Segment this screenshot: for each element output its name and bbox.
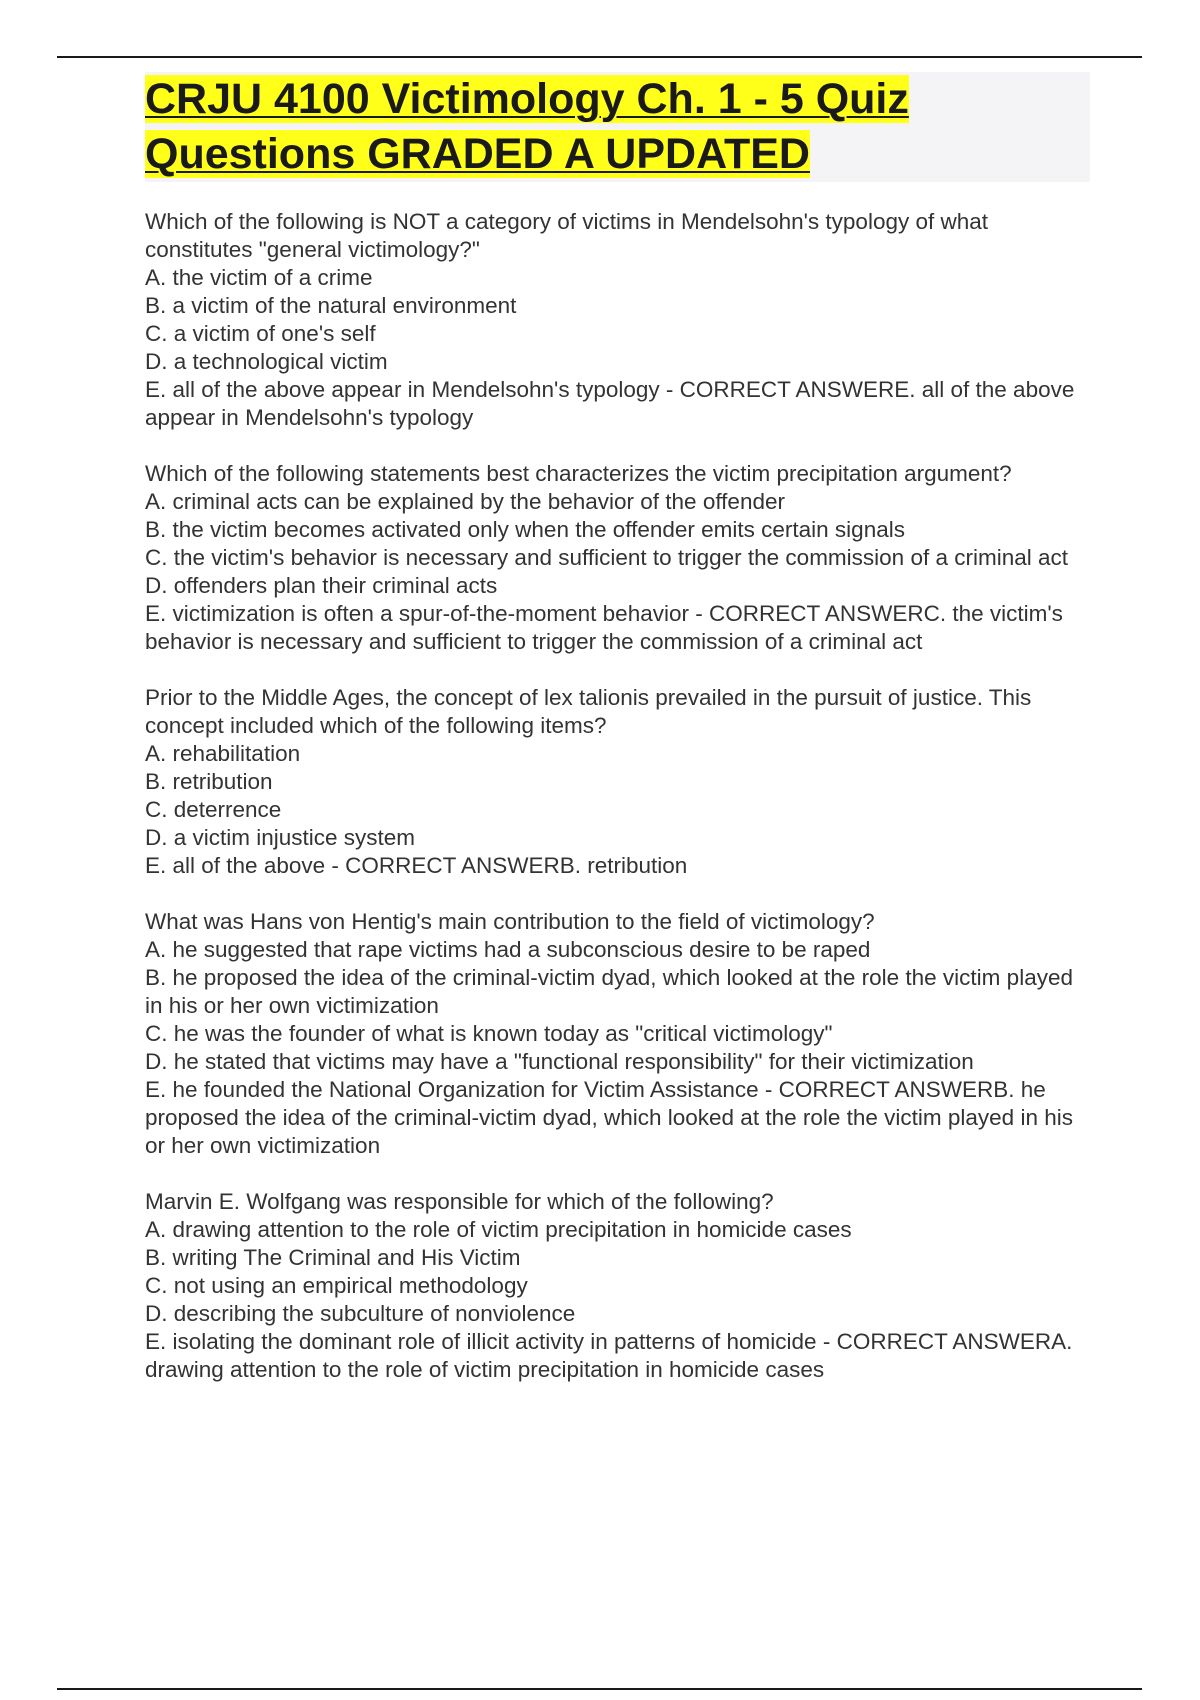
option-d: D. offenders plan their criminal acts	[145, 573, 498, 598]
option-e-with-answer: E. he founded the National Organization for Victim Assistance - CORRECT ANSWERB. he proposed the idea of the criminal-victim dyad, which looked at the role the victim played in his or her own victimization	[145, 1077, 1073, 1158]
option-d: D. a victim injustice system	[145, 825, 416, 850]
title-line-1: CRJU 4100 Victimology Ch. 1 - 5 Quiz	[145, 75, 909, 123]
question-block-2	[145, 460, 1090, 656]
option-b: B. writing The Criminal and His Victim	[145, 1245, 521, 1270]
option-d: D. a technological victim	[145, 349, 388, 374]
document-body	[145, 72, 1090, 1412]
option-e-with-answer: E. all of the above appear in Mendelsohn's typology - CORRECT ANSWERE. all of the above appear in Mendelsohn's typology	[145, 377, 1075, 430]
title-line-2: Questions GRADED A UPDATED	[145, 130, 810, 178]
option-e-with-answer: E. all of the above - CORRECT ANSWERB. retribution	[145, 853, 688, 878]
question-block-3	[145, 684, 1090, 880]
option-e-with-answer: E. victimization is often a spur-of-the-moment behavior - CORRECT ANSWERC. the victim's behavior is necessary and sufficient to trigger the commission of a criminal act	[145, 601, 1063, 654]
option-c: C. the victim's behavior is necessary and sufficient to trigger the commission of a criminal act	[145, 545, 1069, 570]
option-e-with-answer: E. isolating the dominant role of illicit activity in patterns of homicide - CORRECT ANSWERA. drawing attention to the role of victim precipitation in homicide cases	[145, 1329, 1073, 1382]
option-c: C. deterrence	[145, 797, 282, 822]
question-text: Which of the following is NOT a category of victims in Mendelsohn's typology of what constitutes "general victimology?"	[145, 209, 989, 262]
question-text: What was Hans von Hentig's main contribution to the field of victimology?	[145, 909, 875, 934]
question-text: Which of the following statements best characterizes the victim precipitation argument?	[145, 461, 1012, 486]
option-c: C. he was the founder of what is known today as "critical victimology"	[145, 1021, 833, 1046]
option-a: A. rehabilitation	[145, 741, 301, 766]
question-text: Marvin E. Wolfgang was responsible for which of the following?	[145, 1189, 774, 1214]
option-c: C. a victim of one's self	[145, 321, 376, 346]
option-d: D. describing the subculture of nonviolence	[145, 1301, 576, 1326]
question-block-4	[145, 908, 1090, 1160]
document-title	[145, 72, 1090, 182]
option-a: A. drawing attention to the role of victim precipitation in homicide cases	[145, 1217, 852, 1242]
option-c: C. not using an empirical methodology	[145, 1273, 528, 1298]
top-rule	[57, 56, 1142, 58]
question-block-5	[145, 1188, 1090, 1384]
option-d: D. he stated that victims may have a "functional responsibility" for their victimization	[145, 1049, 974, 1074]
option-a: A. criminal acts can be explained by the behavior of the offender	[145, 489, 785, 514]
question-block-1	[145, 208, 1090, 432]
option-a: A. the victim of a crime	[145, 265, 373, 290]
question-text: Prior to the Middle Ages, the concept of lex talionis prevailed in the pursuit of justice. This concept included which of the following items?	[145, 685, 1032, 738]
bottom-rule	[57, 1688, 1142, 1690]
option-b: B. he proposed the idea of the criminal-victim dyad, which looked at the role the victim played in his or her own victimization	[145, 965, 1073, 1018]
option-b: B. retribution	[145, 769, 273, 794]
option-a: A. he suggested that rape victims had a subconscious desire to be raped	[145, 937, 871, 962]
option-b: B. the victim becomes activated only when the offender emits certain signals	[145, 517, 905, 542]
option-b: B. a victim of the natural environment	[145, 293, 517, 318]
